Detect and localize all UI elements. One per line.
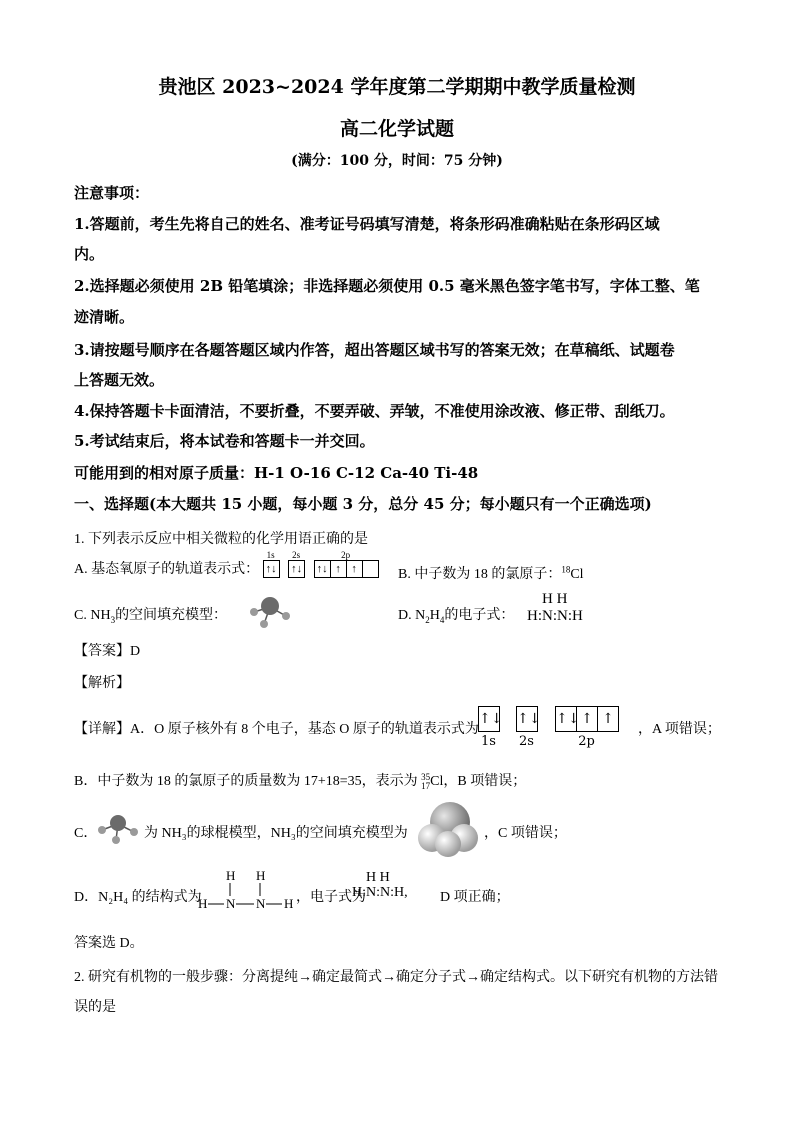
nuclide-notation: [421, 773, 430, 791]
nuclide-number: 17: [421, 780, 431, 791]
note-1b: 内。: [74, 245, 105, 263]
note-3a: 3.请按题号顺序在各题答题区域内作答，超出答题区域书写的答案无效；在草稿纸、试题卷: [74, 341, 675, 359]
q2-stem-line1: 2. 研究有机物的一般步骤：分离提纯→确定最简式→确定分子式→确定结构式。以下研究有机物的方法错: [74, 970, 718, 985]
q1-option-c-sub: 3: [110, 614, 116, 625]
exam-title: 贵池区 2023~2024 学年度第二学期期中教学质量检测: [158, 76, 636, 98]
exam-meta: (满分：100 分，时间：75 分钟): [291, 153, 503, 169]
ball-stick-model-icon-2: [96, 812, 146, 846]
atomic-mass-line: 可能用到的相对原子质量：H-1 O-16 C-12 Ca-40 Ti-48: [74, 464, 479, 482]
q1-option-a: [74, 550, 384, 578]
orbital-label-2p: 2p: [341, 550, 351, 561]
orbital-label-1s: 1s: [266, 550, 275, 561]
q1-detail-b-end: ，B 项错误；: [443, 774, 527, 789]
orbital-big-label-2s: 2s: [519, 734, 534, 749]
svg-text:H: H: [226, 868, 236, 883]
q1-option-c-rest: 的空间填充模型：: [115, 608, 228, 623]
q1-analysis: 【解析】: [74, 676, 130, 691]
nuclide-mass: 35: [421, 771, 431, 782]
q1-detail-b-text: B．中子数为 18 的氯原子的质量数为 17+18=35，表示为: [74, 774, 418, 789]
section-1-heading: 一、选择题(本大题共 15 小题，每小题 3 分，总分 45 分；每小题只有一个正确选项): [74, 495, 652, 513]
q1-option-b-symbol: Cl: [570, 567, 584, 582]
q1-stem: 1. 下列表示反应中相关微粒的化学用语正确的是: [74, 532, 368, 547]
q1-option-d-mid: H: [429, 608, 440, 623]
orbital-label-2s: 2s: [292, 550, 301, 561]
q1-detail-d-formula: H:N:N:H,: [352, 885, 408, 900]
orbital-big-1s: ↑↓ 1s: [478, 706, 499, 749]
note-3b: 上答题无效。: [74, 371, 165, 389]
note-2b: 迹清晰。: [74, 308, 135, 326]
q1-option-b-text: B. 中子数为 18 的氯原子：: [398, 567, 562, 582]
note-4: 4.保持答题卡卡面清洁，不要折叠，不要弄破、弄皱，不准使用涂改液、修正带、刮纸刀。: [74, 402, 675, 420]
notes-heading: 注意事项：: [74, 184, 150, 202]
q1-option-a-text: A. 基态氧原子的轨道表示式：: [74, 562, 260, 577]
orbital-big-label-1s: 1s: [481, 734, 496, 749]
orbital-1s: 1s ↑↓: [263, 551, 279, 578]
q1-option-c-text: C. NH: [74, 608, 111, 623]
q1-option-d-formula-bottom: H:N:N:H: [527, 608, 583, 624]
q1-option-d-formula-top: H H: [542, 591, 568, 607]
q1-conclusion: 答案选 D。: [74, 936, 144, 951]
note-1a: 1.答题前，考生先将自己的姓名、准考证号码填写清楚，将条形码准确粘贴在条形码区域: [74, 215, 660, 233]
orbital-big-2p: ↑↓ ↑ ↑ 2p: [555, 706, 618, 749]
space-filling-model-icon: [414, 800, 484, 858]
q1-detail-d-electron-formula: H H H:N:N:H,: [352, 870, 408, 900]
ball-stick-model-icon: [246, 594, 298, 630]
q1-option-d-sub1: 2: [425, 614, 430, 625]
nuclide-symbol: Cl: [430, 774, 444, 789]
subject-title: 高二化学试题: [339, 118, 454, 140]
q1-detail-a-end: ，A 项错误；: [638, 722, 721, 737]
q1-option-d-rest: 的电子式：: [444, 608, 515, 623]
svg-text:H: H: [284, 896, 294, 911]
orbital-big-label-2p: 2p: [578, 734, 595, 749]
q1-detail-d-text: D．N₂H₄ 的结构式为: [74, 890, 202, 905]
orbital-big-2s: ↑↓ 2s: [516, 706, 537, 749]
orbital-2s: 2s ↑↓: [288, 551, 304, 578]
q2-stem-line2: 误的是: [74, 1000, 116, 1015]
q1-detail-c-text: 为 NH₃的球棍模型，NH₃的空间填充模型为: [144, 826, 408, 841]
q1-option-c: [74, 604, 227, 625]
orbital-diagram-small: [263, 551, 384, 578]
structural-formula: [196, 868, 296, 912]
svg-text:N: N: [226, 896, 236, 911]
q1-detail-c-end: ，C 项错误；: [484, 826, 567, 841]
q1-option-d-sub2: 4: [439, 614, 445, 625]
q1-detail-b: [74, 770, 526, 791]
note-5: 5.考试结束后，将本试卷和答题卡一并交回。: [74, 432, 375, 450]
q1-option-d: [398, 604, 514, 625]
q1-option-b: [398, 563, 584, 583]
q1-detail-d-end: D 项正确；: [440, 890, 510, 905]
note-2a: 2.选择题必须使用 2B 铅笔填涂；非选择题必须使用 0.5 毫米黑色签字笔书写，字体工整、笔: [74, 277, 700, 295]
q1-option-d-electron-formula: [527, 591, 583, 625]
q1-detail-d-mid: ，电子式为: [296, 890, 366, 905]
orbital-2p: 2p ↑↓ ↑ ↑: [314, 551, 378, 578]
svg-text:N: N: [256, 896, 266, 911]
q1-detail-a: 【详解】A．O 原子核外有 8 个电子，基态 O 原子的轨道表示式为: [74, 722, 479, 737]
svg-text:H: H: [256, 868, 266, 883]
svg-text:H: H: [198, 896, 208, 911]
q1-option-d-text: D. N: [398, 608, 426, 623]
q1-detail-c-label: C．: [74, 826, 98, 841]
q1-answer: 【答案】D: [74, 644, 141, 659]
q1-option-b-mass: 18: [561, 564, 571, 575]
